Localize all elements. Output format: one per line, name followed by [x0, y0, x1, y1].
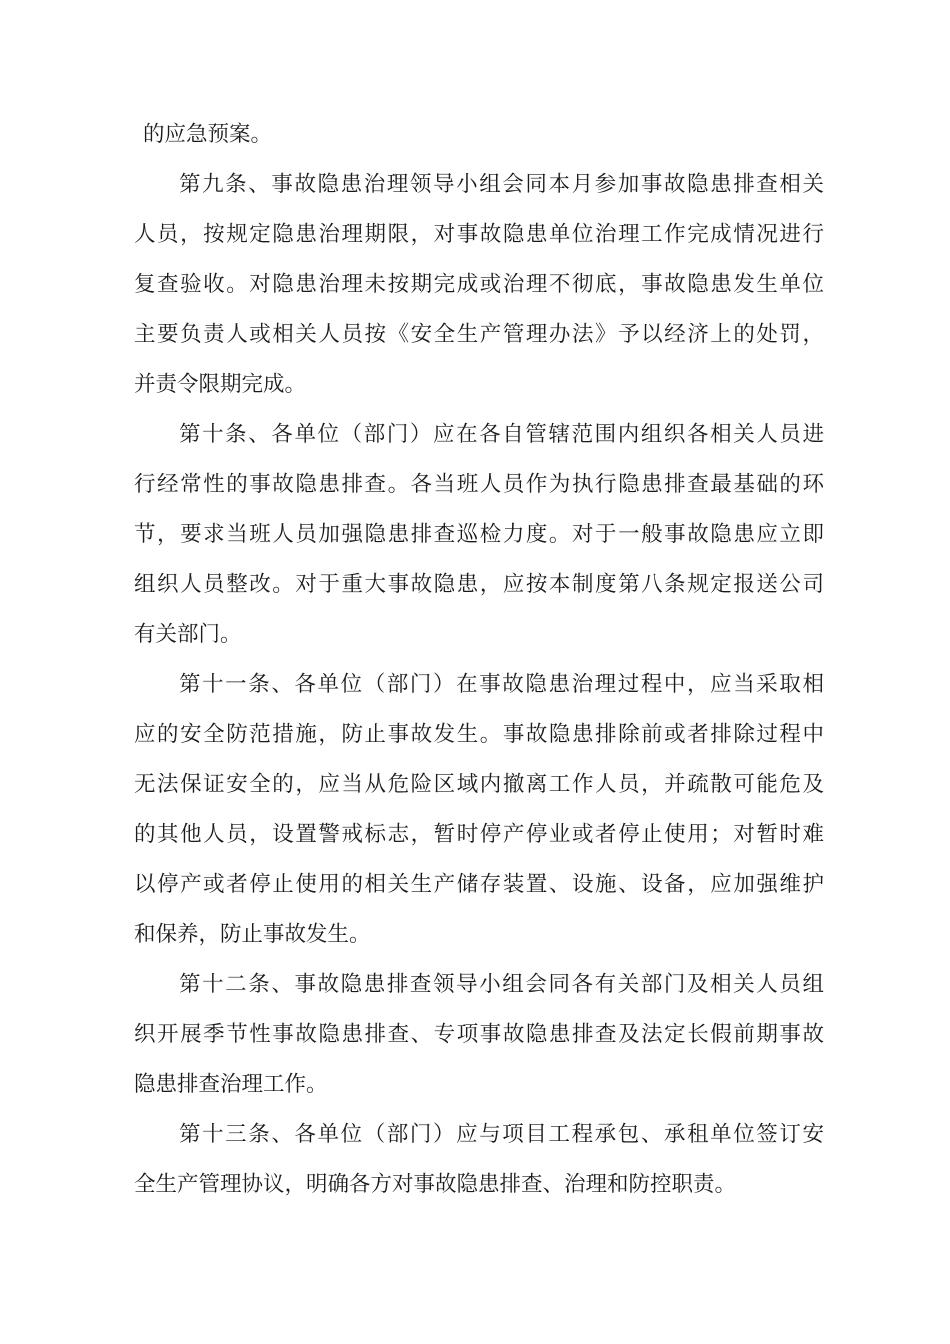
article-11-line-6: 和保养，防止事故发生。 — [134, 922, 371, 947]
article-10-line-3: 节，要求当班人员加强隐患排查巡检力度。对于一般事故隐患应立即 — [134, 522, 824, 547]
article-11-line-3: 无法保证安全的，应当从危险区域内撤离工作人员，并疏散可能危及 — [134, 772, 824, 797]
article-10-line-2: 行经常性的事故隐患排查。各当班人员作为执行隐患排查最基础的环 — [134, 472, 824, 497]
article-9-line-5: 并责令限期完成。 — [134, 372, 307, 397]
article-11-line-1: 第十一条、各单位（部门）在事故隐患治理过程中，应当采取相 — [179, 672, 824, 697]
article-11-line-5: 以停产或者停止使用的相关生产储存装置、设施、设备，应加强维护 — [134, 872, 824, 897]
article-9-line-2: 人员，按规定隐患治理期限，对事故隐患单位治理工作完成情况进行 — [134, 222, 824, 247]
article-9-line-4: 主要负责人或相关人员按《安全生产管理办法》予以经济上的处罚， — [134, 322, 824, 347]
article-10-line-5: 有关部门。 — [134, 622, 242, 647]
article-12-line-1: 第十二条、事故隐患排查领导小组会同各有关部门及相关人员组 — [179, 972, 824, 997]
article-11-line-4: 的其他人员，设置警戒标志，暂时停产停业或者停止使用；对暂时难 — [134, 822, 824, 847]
article-10-line-1: 第十条、各单位（部门）应在各自管辖范围内组织各相关人员进 — [179, 422, 824, 447]
article-9-line-3: 复查验收。对隐患治理未按期完成或治理不彻底，事故隐患发生单位 — [134, 272, 824, 297]
article-12-line-2: 织开展季节性事故隐患排查、专项事故隐患排查及法定长假前期事故 — [134, 1022, 824, 1047]
article-12-line-3: 隐患排查治理工作。 — [134, 1072, 328, 1097]
article-13-line-1: 第十三条、各单位（部门）应与项目工程承包、承租单位签订安 — [179, 1122, 824, 1147]
article-11-line-2: 应的安全防范措施，防止事故发生。事故隐患排除前或者排除过程中 — [134, 722, 824, 747]
article-10-line-4: 组织人员整改。对于重大事故隐患，应按本制度第八条规定报送公司 — [134, 572, 824, 597]
article-9-line-1: 第九条、事故隐患治理领导小组会同本月参加事故隐患排查相关 — [179, 172, 824, 197]
article-13-line-2: 全生产管理协议，明确各方对事故隐患排查、治理和防控职责。 — [134, 1172, 737, 1197]
paragraph-line: 的应急预案。 — [143, 122, 273, 147]
